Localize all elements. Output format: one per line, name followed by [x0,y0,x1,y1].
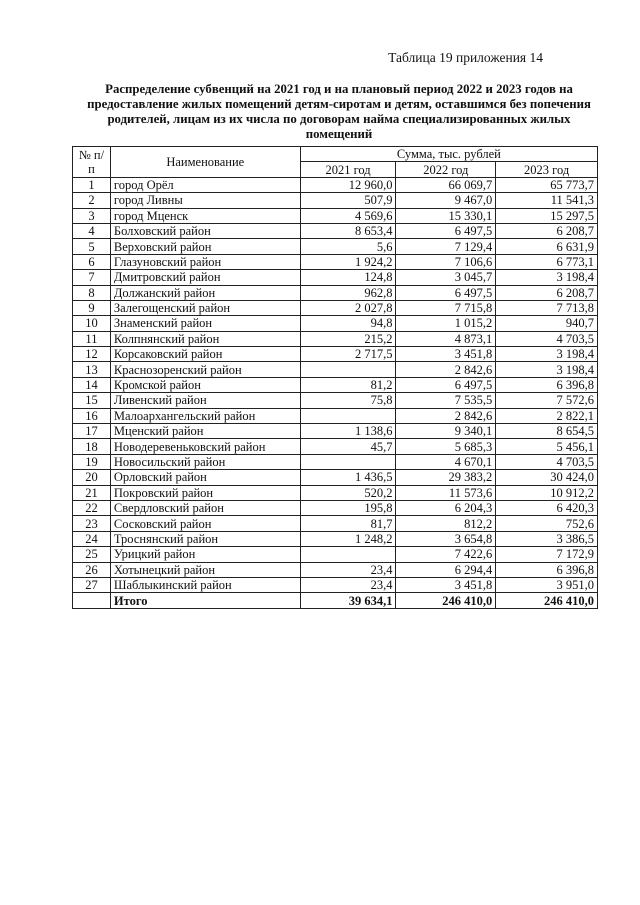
value-2022: 6 204,3 [396,500,496,515]
value-2022: 4 873,1 [396,331,496,346]
row-name: Хотынецкий район [110,562,300,577]
row-name: Краснозоренский район [110,362,300,377]
table-row [73,516,598,531]
row-name: Малоархангельский район [110,408,300,423]
value-2022: 3 045,7 [396,270,496,285]
value-2021: 1 138,6 [300,424,396,439]
value-2023: 6 420,3 [496,500,598,515]
row-name: Свердловский район [110,500,300,515]
value-2023: 30 424,0 [496,470,598,485]
value-2022: 7 106,6 [396,254,496,269]
table-row [73,193,598,208]
table-row [73,270,598,285]
value-2022: 6 497,5 [396,377,496,392]
table-caption: Таблица 19 приложения 14 [388,50,543,65]
table-row [73,547,598,562]
row-name: Покровский район [110,485,300,500]
table-row [73,223,598,238]
table-row [73,562,598,577]
table-row [73,208,598,223]
value-2023: 7 713,8 [496,300,598,315]
value-2023: 6 773,1 [496,254,598,269]
header-2021: 2021 год [300,162,396,177]
value-2022: 11 573,6 [396,485,496,500]
value-2023: 3 386,5 [496,531,598,546]
row-number: 6 [73,254,111,269]
value-2021: 4 569,6 [300,208,396,223]
value-2022: 15 330,1 [396,208,496,223]
table-row [73,393,598,408]
row-name: Сосковский район [110,516,300,531]
value-2021: 81,7 [300,516,396,531]
subsidy-table [72,146,598,609]
total-number-cell [73,593,111,608]
header-2023: 2023 год [496,162,598,177]
row-number: 16 [73,408,111,423]
value-2023: 5 456,1 [496,439,598,454]
value-2022: 2 842,6 [396,362,496,377]
value-2022: 4 670,1 [396,454,496,469]
value-2023: 940,7 [496,316,598,331]
total-2021: 39 634,1 [300,593,396,608]
row-name: Глазуновский район [110,254,300,269]
table-row [73,470,598,485]
row-number: 22 [73,500,111,515]
table-row [73,408,598,423]
header-2022: 2022 год [396,162,496,177]
value-2021: 75,8 [300,393,396,408]
value-2022: 7 535,5 [396,393,496,408]
row-name: Новодеревеньковский район [110,439,300,454]
value-2023: 4 703,5 [496,454,598,469]
row-number: 14 [73,377,111,392]
value-2023: 4 703,5 [496,331,598,346]
value-2021: 81,2 [300,377,396,392]
value-2021: 23,4 [300,562,396,577]
value-2023: 752,6 [496,516,598,531]
value-2022: 5 685,3 [396,439,496,454]
table-row [73,531,598,546]
row-number: 26 [73,562,111,577]
value-2023: 3 951,0 [496,577,598,592]
value-2023: 7 172,9 [496,547,598,562]
value-2022: 29 383,2 [396,470,496,485]
value-2023: 3 198,4 [496,270,598,285]
row-number: 9 [73,300,111,315]
row-name: Залегощенский район [110,300,300,315]
row-name: город Орёл [110,177,300,192]
row-number: 23 [73,516,111,531]
value-2023: 65 773,7 [496,177,598,192]
value-2021: 2 717,5 [300,347,396,362]
row-name: Верховский район [110,239,300,254]
value-2022: 9 340,1 [396,424,496,439]
value-2023: 3 198,4 [496,347,598,362]
value-2021: 5,6 [300,239,396,254]
row-number: 7 [73,270,111,285]
value-2021 [300,408,396,423]
value-2023: 3 198,4 [496,362,598,377]
table-row [73,331,598,346]
table-row [73,300,598,315]
table-row [73,316,598,331]
row-name: Мценский район [110,424,300,439]
value-2023: 11 541,3 [496,193,598,208]
row-number: 11 [73,331,111,346]
value-2021: 962,8 [300,285,396,300]
row-name: Должанский район [110,285,300,300]
table-row [73,254,598,269]
value-2022: 7 422,6 [396,547,496,562]
value-2021: 1 436,5 [300,470,396,485]
row-number: 24 [73,531,111,546]
header-number: № п/п [73,147,111,178]
table-row [73,500,598,515]
row-number: 13 [73,362,111,377]
table-row [73,347,598,362]
row-name: Колпнянский район [110,331,300,346]
row-name: Шаблыкинский район [110,577,300,592]
value-2023: 8 654,5 [496,424,598,439]
table-row [73,377,598,392]
row-name: город Мценск [110,208,300,223]
table-row [73,454,598,469]
value-2021 [300,547,396,562]
header-name: Наименование [110,147,300,178]
value-2021: 507,9 [300,193,396,208]
value-2022: 9 467,0 [396,193,496,208]
value-2023: 6 631,9 [496,239,598,254]
value-2021: 195,8 [300,500,396,515]
value-2023: 2 822,1 [496,408,598,423]
total-label: Итого [110,593,300,608]
table-row [73,239,598,254]
row-number: 1 [73,177,111,192]
value-2022: 3 654,8 [396,531,496,546]
value-2022: 7 715,8 [396,300,496,315]
table-row [73,177,598,192]
value-2023: 6 208,7 [496,285,598,300]
value-2021: 1 248,2 [300,531,396,546]
table-row [73,439,598,454]
table-row [73,485,598,500]
value-2022: 66 069,7 [396,177,496,192]
value-2023: 6 396,8 [496,377,598,392]
value-2021: 124,8 [300,270,396,285]
table-row [73,577,598,592]
row-name: Урицкий район [110,547,300,562]
row-number: 3 [73,208,111,223]
row-number: 20 [73,470,111,485]
row-name: Орловский район [110,470,300,485]
row-number: 19 [73,454,111,469]
value-2022: 2 842,6 [396,408,496,423]
row-name: Кромской район [110,377,300,392]
value-2022: 6 497,5 [396,285,496,300]
row-name: Ливенский район [110,393,300,408]
header-sum: Сумма, тыс. рублей [300,147,597,162]
value-2023: 15 297,5 [496,208,598,223]
row-number: 21 [73,485,111,500]
value-2021: 45,7 [300,439,396,454]
total-2023: 246 410,0 [496,593,598,608]
value-2021 [300,454,396,469]
row-number: 12 [73,347,111,362]
value-2021: 520,2 [300,485,396,500]
row-name: Дмитровский район [110,270,300,285]
row-number: 4 [73,223,111,238]
row-name: Корсаковский район [110,347,300,362]
table-row [73,424,598,439]
table-row [73,285,598,300]
value-2023: 7 572,6 [496,393,598,408]
value-2021: 2 027,8 [300,300,396,315]
value-2021: 8 653,4 [300,223,396,238]
value-2022: 3 451,8 [396,347,496,362]
value-2022: 1 015,2 [396,316,496,331]
row-number: 17 [73,424,111,439]
table-row [73,362,598,377]
value-2022: 3 451,8 [396,577,496,592]
row-number: 25 [73,547,111,562]
value-2022: 812,2 [396,516,496,531]
row-name: Знаменский район [110,316,300,331]
row-number: 10 [73,316,111,331]
value-2023: 6 396,8 [496,562,598,577]
value-2022: 7 129,4 [396,239,496,254]
row-name: город Ливны [110,193,300,208]
total-row [73,593,598,608]
value-2022: 6 497,5 [396,223,496,238]
row-number: 8 [73,285,111,300]
row-number: 27 [73,577,111,592]
row-number: 15 [73,393,111,408]
value-2021: 23,4 [300,577,396,592]
row-number: 2 [73,193,111,208]
document-title: Распределение субвенций на 2021 год и на плановый период 2022 и 2023 годов на предоставление жилых помещений детям-сиротам и детям, оставшимся без попечения родителей, лицам из их числа по договорам найма специализированных жилых помещений [87,82,591,141]
row-name: Троснянский район [110,531,300,546]
value-2021 [300,362,396,377]
row-name: Болховский район [110,223,300,238]
row-number: 18 [73,439,111,454]
value-2021: 1 924,2 [300,254,396,269]
total-2022: 246 410,0 [396,593,496,608]
value-2022: 6 294,4 [396,562,496,577]
row-number: 5 [73,239,111,254]
value-2021: 12 960,0 [300,177,396,192]
row-name: Новосильский район [110,454,300,469]
value-2023: 10 912,2 [496,485,598,500]
value-2021: 94,8 [300,316,396,331]
value-2023: 6 208,7 [496,223,598,238]
value-2021: 215,2 [300,331,396,346]
